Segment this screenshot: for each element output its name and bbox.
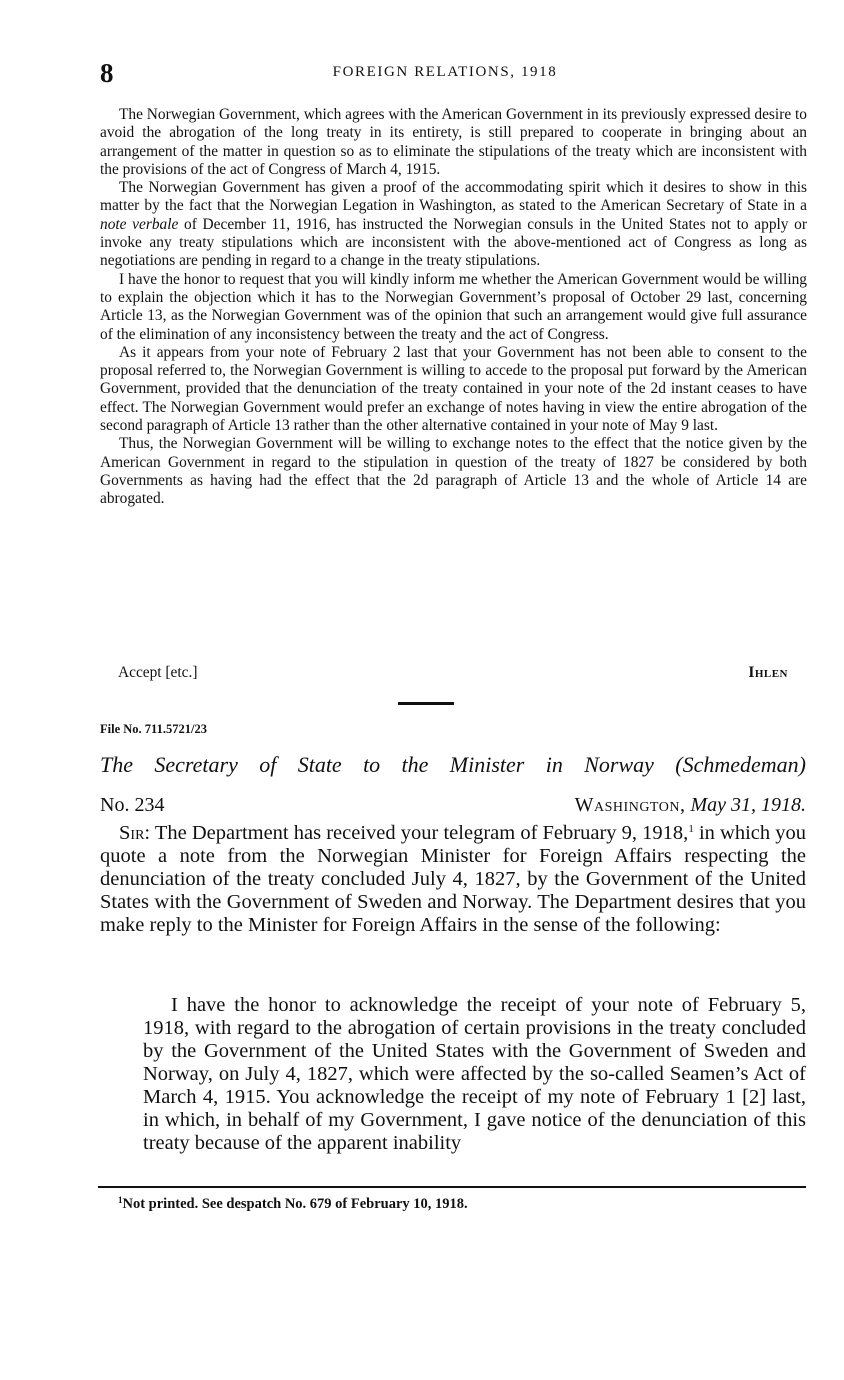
complimentary-close: Accept [etc.] [118, 664, 198, 681]
running-head: FOREIGN RELATIONS, 1918 [332, 64, 558, 80]
footnote-reference: 1 [688, 823, 694, 835]
signature: Ihlen [748, 664, 788, 681]
document-title: The Secretary of State to the Minister in Norway (Schmedeman) [100, 752, 806, 777]
page-header [100, 58, 790, 88]
footnote-marker: 1 [118, 1195, 123, 1205]
footnote [118, 1196, 468, 1213]
footnote-text: Not printed. See despatch No. 679 of February 10, 1918. [122, 1196, 468, 1212]
date: May 31, 1918. [690, 794, 806, 816]
letter-paragraph: The Norwegian Government has given a proof of the accommodating spirit which it desires to show in this matter by the fact that the Norwegian Legation in Washington, as stated to the American Secretary of State in a note verbale of December 11, 1916, has instructed the Norwegian consuls in the United States not to apply or invoke any treaty stipulations which are inconsistent with the above-mentioned act of Congress as long as negotiations are pending in regard to a change in the treaty stipulations. [100, 179, 807, 270]
recipient-name: Schmedeman [682, 752, 799, 777]
norwegian-note-text [100, 106, 807, 509]
despatch-body [100, 822, 806, 937]
letter-paragraph: The Norwegian Government, which agrees with the American Government in its previously expressed desire to avoid the abrogation of the long treaty in its entirety, is still prepared to cooperate in bringing about an arrangement of the matter in question so as to eliminate the stipulations of the treaty which are inconsistent with the provisions of the act of Congress of March 4, 1915. [100, 106, 807, 178]
document-number: No. 234 [100, 794, 165, 816]
letter-paragraph: Thus, the Norwegian Government will be willing to exchange notes to the effect that the notice given by the American Government in regard to the stipulation in question of the treaty of 1827 be considered by both Governments as having had the effect that the 2d paragraph of Article 13 and the whole of Article 14 are abrogated. [100, 435, 807, 508]
quoted-reply [143, 994, 806, 1155]
quote-paragraph: I have the honor to acknowledge the receipt of your note of February 5, 1918, with regard to the abrogation of certain provisions in the treaty concluded by the Government of the United States with the Government of Sweden and Norway, on July 4, 1827, which were affected by the so-called Seamen’s Act of March 4, 1915. You acknowledge the receipt of my note of February 1 [2] last, in which, in behalf of my Government, I gave notice of the denunciation of this treaty because of the apparent inability [143, 994, 806, 1154]
salutation: Sir [119, 822, 145, 844]
note-verbale-term: note verbale [100, 215, 179, 233]
footnote-divider [98, 1186, 806, 1188]
file-number: File No. 711.5721/23 [100, 722, 207, 736]
section-divider [398, 702, 454, 705]
letter-paragraph: I have the honor to request that you will kindly inform me whether the American Government would be willing to explain the objection which it has to the Norwegian Government’s proposal of October 29 last, concerning Article 13, as the Norwegian Government was of the opinion that such an arrangement would give full assurance of the elimination of any inconsistency between the treaty and the act of Congress. [100, 270, 807, 343]
despatch-paragraph: Sir: The Department has received your telegram of February 9, 1918,$^1$ in which you quote a note from the Norwegian Minister for Foreign Affairs respecting the denunciation of the treaty concluded July 4, 1827, by the Government of the United States with the Government of Sweden and Norway. The Department desires that you make reply to the Minister for Foreign Affairs in the sense of the following: [100, 822, 807, 936]
place-and-date [575, 794, 806, 817]
page-number: 8 [100, 58, 114, 88]
dateline [100, 794, 806, 820]
place: Washington, [574, 794, 686, 816]
letter-paragraph: As it appears from your note of February 2 last that your Government has not been able to consent to the proposal referred to, the Norwegian Government is willing to accede to the proposal put forward by the American Government, provided that the denunciation of the treaty contained in your note of the 2d instant ceases to have effect. The Norwegian Government would prefer an exchange of notes having in view the entire abrogation of the second paragraph of Article 13 rather than the other alternative contained in your note of May 9 last. [100, 343, 807, 435]
